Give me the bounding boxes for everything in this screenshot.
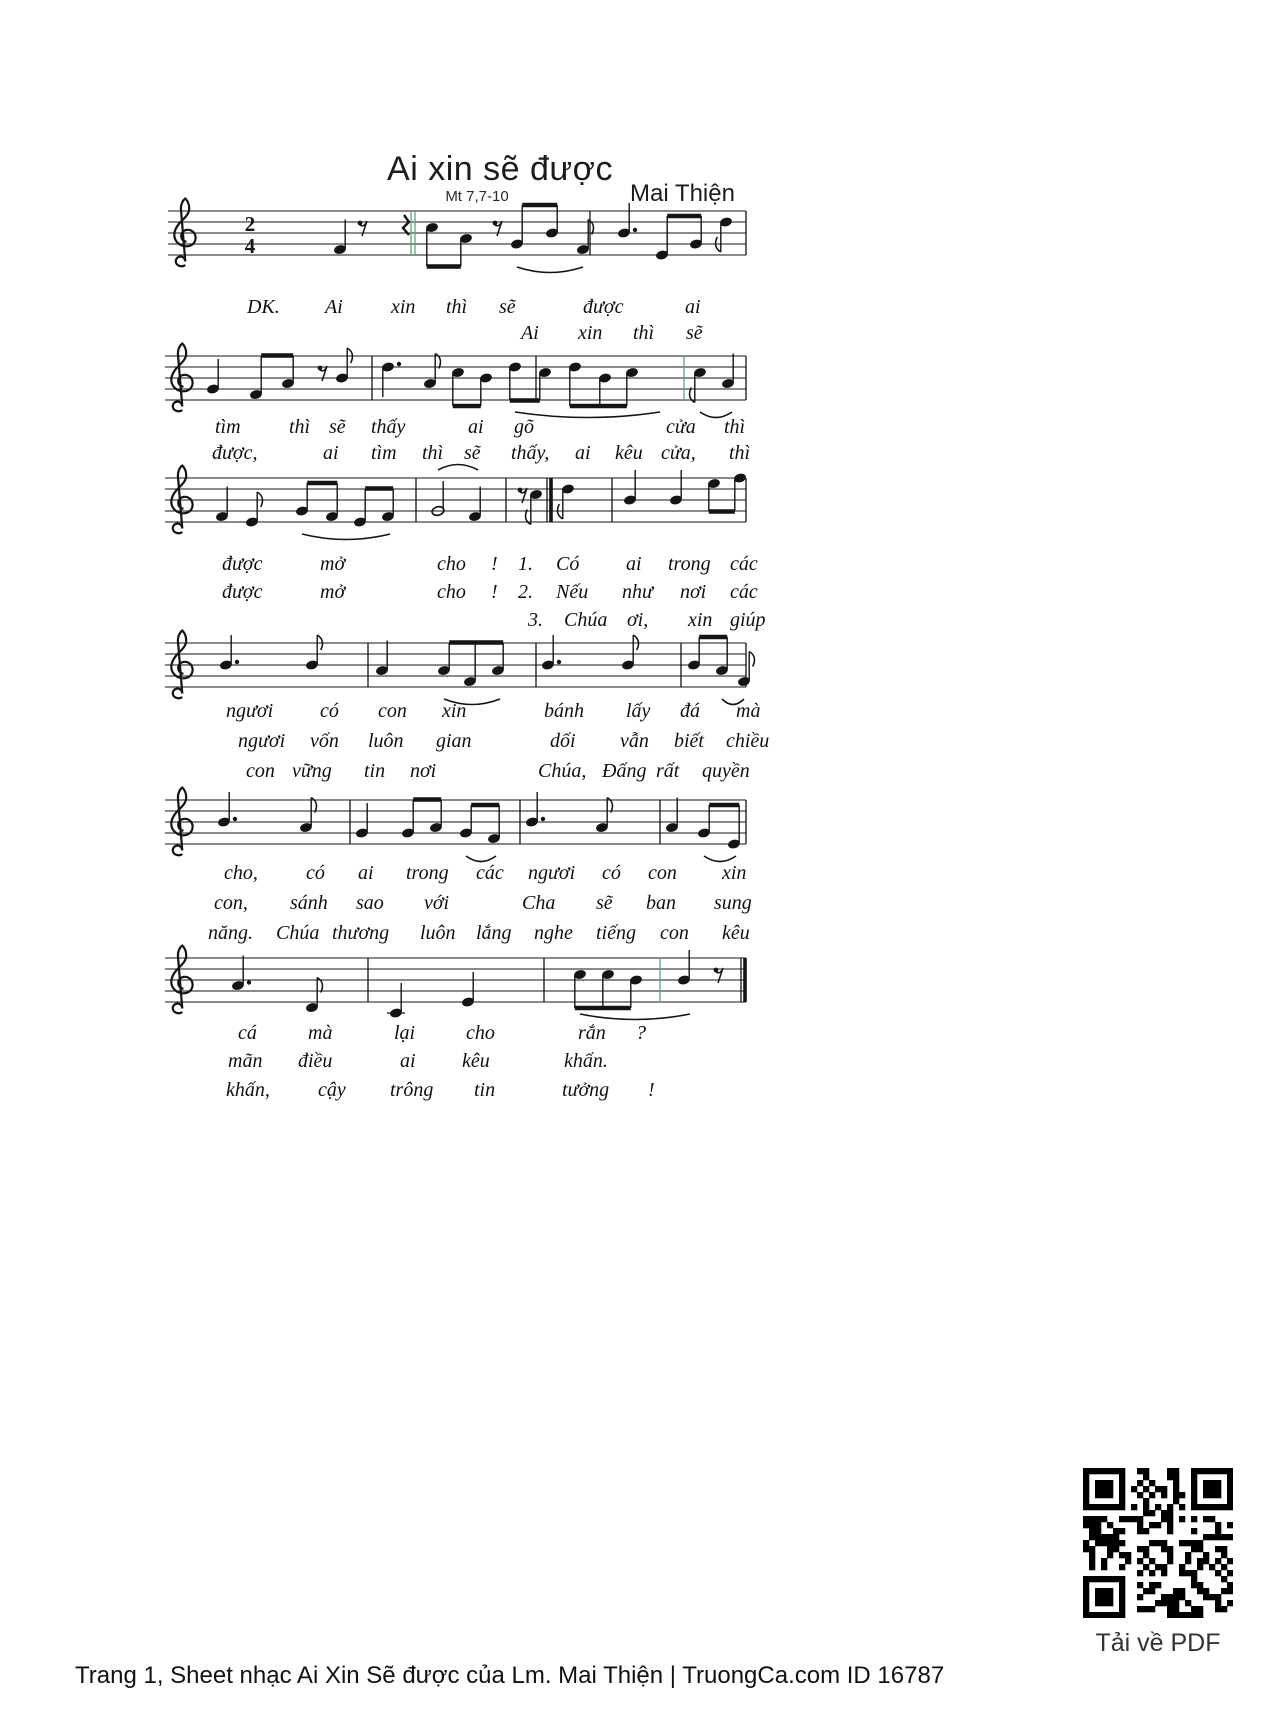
download-pdf-label[interactable]: Tải về PDF <box>1095 1629 1221 1657</box>
lyric-word: luôn <box>368 730 404 752</box>
lyric-word: trong <box>668 553 711 575</box>
download-pdf-block <box>1083 1468 1233 1658</box>
staff-system-3 <box>150 430 790 562</box>
lyric-word: ai <box>626 553 642 575</box>
lyric-word: cửa, <box>661 442 696 464</box>
lyric-word: xin <box>391 296 416 318</box>
page-title: Ai xin sẽ được <box>387 150 613 188</box>
svg-text:4: 4 <box>244 234 256 258</box>
lyric-word: bánh <box>544 700 584 722</box>
lyric-word: thương <box>332 922 390 944</box>
lyric-word: ban <box>646 892 676 914</box>
lyric-word: năng. <box>208 922 253 944</box>
lyric-word: tin <box>364 760 386 782</box>
lyric-word: sẽ <box>499 296 516 318</box>
lyric-word: thì <box>633 322 655 344</box>
lyric-word: thì <box>729 442 751 464</box>
lyric-word: kêu <box>615 442 643 464</box>
lyric-word: thì <box>289 416 311 438</box>
lyric-word: 3. <box>528 609 543 631</box>
lyric-word: lấy <box>626 700 651 722</box>
qr-code <box>1083 1468 1233 1618</box>
lyric-word: tưởng <box>562 1079 610 1101</box>
lyric-word: nơi <box>680 581 707 603</box>
lyric-word: ai <box>685 296 701 318</box>
lyric-word: xin <box>442 700 467 722</box>
lyric-word: với <box>424 892 450 914</box>
lyric-word: ? <box>636 1022 646 1044</box>
lyric-word: được <box>222 581 263 603</box>
lyric-line <box>0 1022 1275 1048</box>
lyric-word: có <box>320 700 339 722</box>
lyric-word: thấy, <box>511 442 550 464</box>
lyric-word: sẽ <box>329 416 346 438</box>
lyric-word: xin <box>722 862 747 884</box>
lyric-word: tìm <box>215 416 241 438</box>
lyric-word: DK. <box>247 296 280 318</box>
lyric-word: thì <box>446 296 468 318</box>
lyric-word: sẽ <box>596 892 613 914</box>
lyric-word: trong <box>406 862 449 884</box>
lyric-word: khấn, <box>226 1079 270 1101</box>
lyric-word: vẫn <box>620 730 649 752</box>
lyric-word: ai <box>468 416 484 438</box>
lyric-word: sao <box>356 892 384 914</box>
lyric-word: sung <box>714 892 752 914</box>
lyric-word: xin <box>688 609 713 631</box>
lyric-word: tiếng <box>596 922 636 944</box>
lyric-word: ! <box>648 1079 655 1101</box>
lyric-word: ngươi <box>528 862 576 884</box>
lyric-word: mà <box>736 700 761 722</box>
lyric-word: cho <box>437 553 466 575</box>
lyric-word: các <box>476 862 504 884</box>
lyric-line <box>0 862 1275 888</box>
lyric-word: Đấng <box>602 760 647 782</box>
lyric-word: được <box>222 553 263 575</box>
footer-credit: Trang 1, Sheet nhạc Ai Xin Sẽ được của Lm. Mai Thiện | TruongCa.com ID 16787 <box>75 1662 945 1689</box>
lyric-word: nơi <box>410 760 437 782</box>
lyric-word: ! <box>491 581 498 603</box>
lyric-word: Ai <box>325 296 343 318</box>
lyric-word: con <box>648 862 677 884</box>
lyric-word: cho <box>437 581 466 603</box>
lyric-word: dối <box>550 730 576 752</box>
lyric-word: vững <box>292 760 332 782</box>
lyric-word: ngươi <box>238 730 286 752</box>
lyric-word: con, <box>214 892 248 914</box>
lyric-word: Cha <box>522 892 556 914</box>
lyric-word: lại <box>394 1022 416 1044</box>
lyric-word: kêu <box>462 1050 490 1072</box>
lyric-word: đá <box>680 700 700 722</box>
lyric-word: Có <box>556 553 580 575</box>
composer-name: Mai Thiện <box>630 180 735 207</box>
lyric-word: 1. <box>518 553 533 575</box>
lyric-word: được <box>583 296 624 318</box>
lyric-word: con <box>660 922 689 944</box>
lyric-word: gõ <box>514 416 534 438</box>
lyric-word: cho <box>466 1022 495 1044</box>
lyric-word: mở <box>320 553 346 575</box>
lyric-word: thì <box>422 442 444 464</box>
lyric-word: ơi, <box>627 609 649 631</box>
lyric-word: được, <box>212 442 258 464</box>
lyric-word: cửa <box>666 416 696 438</box>
lyric-word: mà <box>308 1022 333 1044</box>
lyric-word: Chúa <box>564 609 608 631</box>
lyric-line <box>0 700 1275 726</box>
lyric-word: điều <box>298 1050 333 1072</box>
lyric-word: cậy <box>318 1079 346 1101</box>
lyric-word: mãn <box>228 1050 263 1072</box>
lyric-word: giúp <box>730 609 766 631</box>
lyric-word: khấn. <box>564 1050 608 1072</box>
lyric-word: Nếu <box>556 581 589 603</box>
lyric-line <box>0 1079 1275 1105</box>
lyric-word: ai <box>575 442 591 464</box>
lyric-word: trông <box>390 1079 434 1101</box>
lyric-word: vốn <box>310 730 339 752</box>
lyric-word: rắn <box>578 1022 606 1044</box>
lyric-word: gian <box>436 730 472 752</box>
lyric-word: ngươi <box>226 700 274 722</box>
lyric-word: lắng <box>476 922 512 944</box>
scripture-reference: Mt 7,7-10 <box>445 188 509 205</box>
lyric-word: con <box>378 700 407 722</box>
lyric-word: Chúa, <box>538 760 587 782</box>
lyric-line <box>0 553 1275 579</box>
lyric-word: sẽ <box>464 442 481 464</box>
lyric-word: Chúa <box>276 922 320 944</box>
lyric-word: ! <box>491 553 498 575</box>
lyric-word: con <box>246 760 275 782</box>
lyric-word: có <box>306 862 325 884</box>
svg-text:2: 2 <box>244 212 256 236</box>
lyric-word: ai <box>400 1050 416 1072</box>
lyric-word: sánh <box>290 892 328 914</box>
lyric-word: cá <box>238 1022 257 1044</box>
lyric-word: có <box>602 862 621 884</box>
lyric-word: tin <box>474 1079 496 1101</box>
lyric-word: nghe <box>534 922 573 944</box>
lyric-word: quyền <box>702 760 750 782</box>
lyric-word: thấy <box>371 416 406 438</box>
lyric-word: ai <box>358 862 374 884</box>
lyric-word: rất <box>656 760 680 782</box>
lyric-word: kêu <box>722 922 750 944</box>
lyric-word: như <box>622 581 653 603</box>
lyric-word: tìm <box>371 442 397 464</box>
lyric-word: luôn <box>420 922 456 944</box>
lyric-word: 2. <box>518 581 533 603</box>
lyric-word: biết <box>674 730 704 752</box>
lyric-word: sẽ <box>686 322 703 344</box>
lyric-word: Ai <box>521 322 539 344</box>
lyric-word: xin <box>578 322 603 344</box>
lyric-word: các <box>730 553 758 575</box>
lyric-line <box>0 1050 1275 1076</box>
lyric-word: ai <box>323 442 339 464</box>
lyric-word: mở <box>320 581 346 603</box>
lyric-word: cho, <box>224 862 258 884</box>
lyric-word: các <box>730 581 758 603</box>
lyric-word: chiều <box>726 730 770 752</box>
lyric-word: thì <box>724 416 746 438</box>
staff-system-1 <box>150 163 790 295</box>
